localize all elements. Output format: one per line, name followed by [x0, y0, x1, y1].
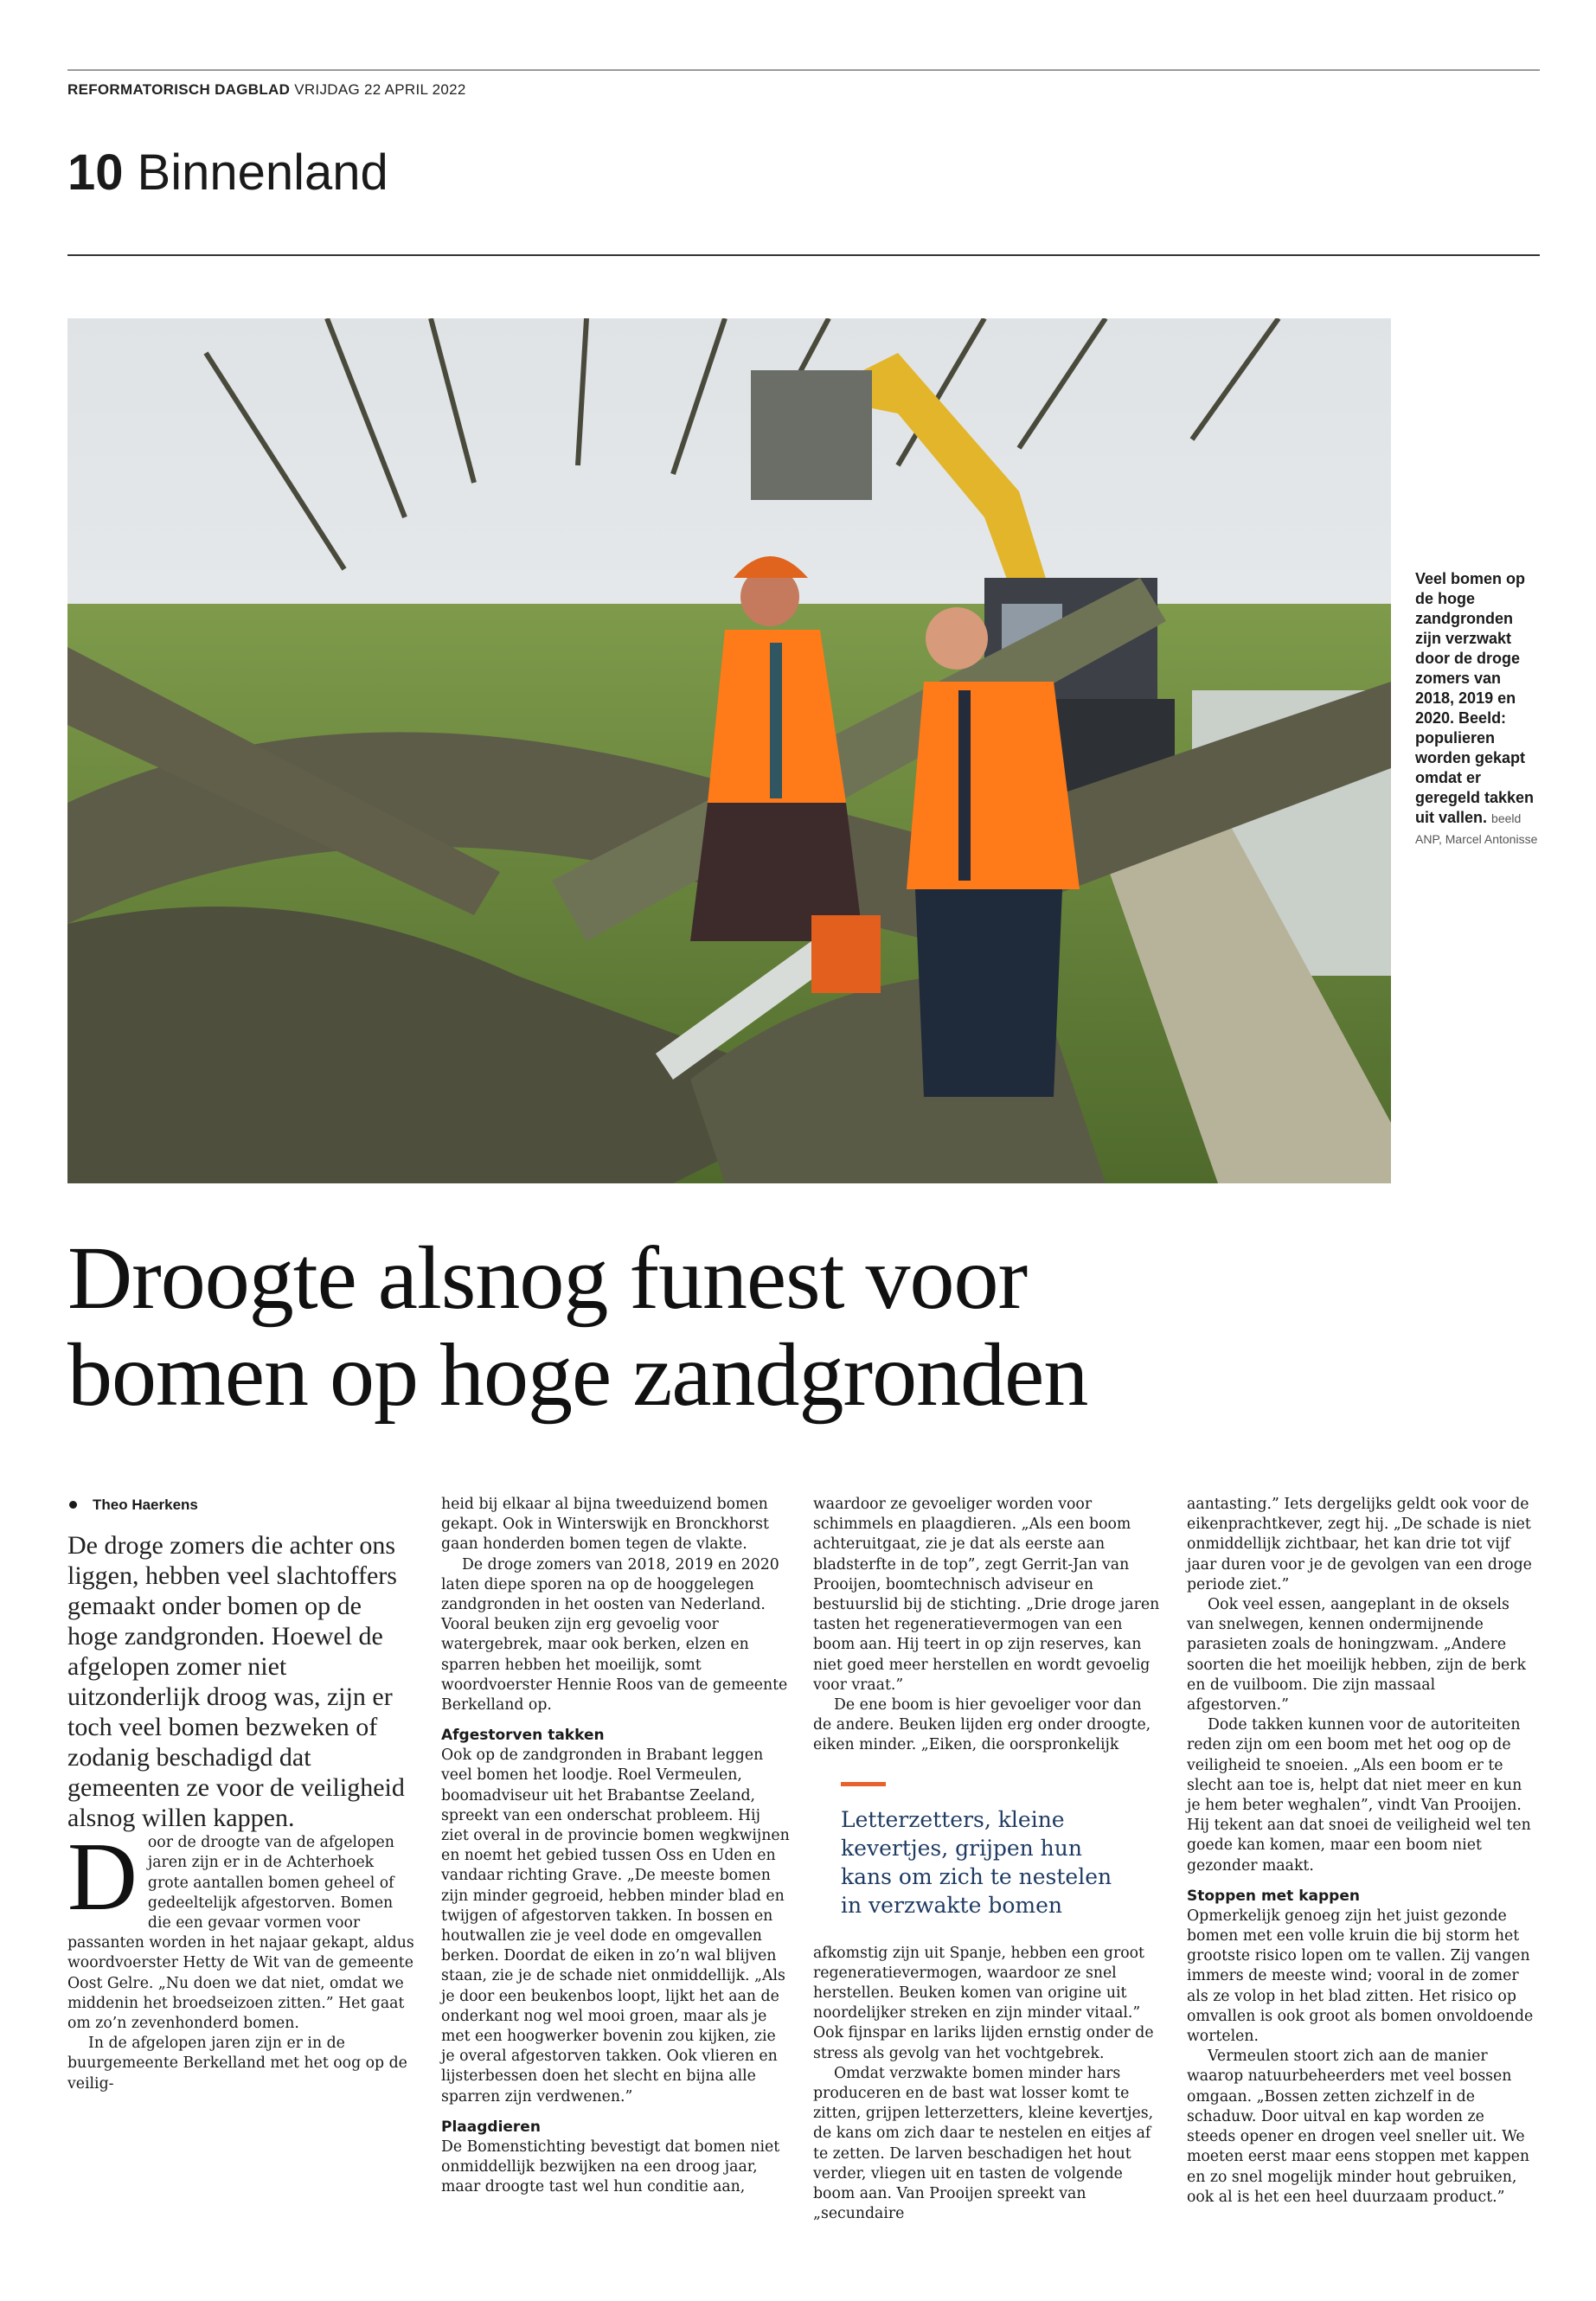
- caption-text: Veel bomen op de hoge zandgronden zijn verzwakt door de droge zomers van 2018, 2019 en 2020. Beeld: populieren worden gekapt omdat er geregeld takken uit vallen.: [1415, 570, 1535, 826]
- article-column-3: [813, 1495, 1163, 2224]
- section-rule: [67, 254, 1540, 256]
- body-paragraph: waardoor ze gevoeliger worden voor schimmels en plaagdieren. „Als een boom achteruitgaat, zie je dat als eerste aan bladsterfte in de top”, zegt Gerrit-Jan van Prooijen, boomtechnisch adviseur en bestuurslid bij de stichting. „Drie droge jaren tasten het regeneratievermogen van een boom aan. Hij teert in op zijn reserves, kan niet goed meer herstellen en wordt gevoelig voor vraat.”: [813, 1496, 1160, 1694]
- photo-illustration: [67, 318, 1391, 1183]
- headline-line-1: Droogte alsnog funest voor: [67, 1228, 1028, 1328]
- byline: [67, 1495, 418, 1515]
- top-rule: [67, 69, 1540, 71]
- body-paragraph: De ene boom is hier gevoeliger voor dan de andere. Beuken lijden erg onder droogte, eiken minder. „Eiken, die oorspronkelijk: [813, 1696, 1151, 1754]
- subheading: Stoppen met kappen: [1187, 1887, 1360, 1905]
- headline-line-2: bomen op hoge zandgronden: [67, 1325, 1088, 1425]
- body-paragraph: Ook veel essen, aangeplant in de oksels van snelwegen, kennen ondermijnende parasieten zoals de honingzwam. „Andere soorten die het moeilijk hebben, zijn de berk en de vuilboom. Die zijn massaal afgestorven.”: [1187, 1596, 1527, 1715]
- body-paragraph: Vermeulen stoort zich aan de manier waarop natuurbeheerders met veel bossen omgaan. „Bossen zetten zichzelf in de schaduw. Door uitval en kap worden ze steeds opener en drogen veel sneller uit. We moeten eerst maar eens stoppen met kappen en zo snel mogelijk minder hout gebruiken, ook al is het een heel duurzaam product.”: [1187, 2048, 1530, 2206]
- pull-quote-text: Letterzetters, kleine kevertjes, grijpen hun kans om zich te nestelen in verzwakte bomen: [841, 1806, 1112, 1918]
- chainsaw-tree-photo: [67, 318, 1391, 1183]
- body-paragraph: De Bomenstichting bevestigt dat bomen niet onmiddellijk bezwijken na een droog jaar, maar droogte tast wel hun conditie aan,: [441, 2138, 780, 2196]
- body-paragraph: Ook op de zandgronden in Brabant leggen veel bomen het loodje. Roel Vermeulen, boomadviseur uit het Brabantse Zeeland, spreekt van een onderschat probleem. Hij ziet overal in de provincie bomen wegkwijnen en noemt het gebied tussen Oss en Uden en vandaar richting Grave. „De meeste bomen zijn minder gegroeid, hebben minder blad en twijgen of afgestorven takken. In bossen en houtwallen zie je veel dode en omgevallen berken. Doordat de eiken in zo’n wal blijven staan, zie je de schade niet onmiddellijk. „Als je door een beukenbos loopt, lijkt het aan de onderkant nog wel mooi groen, maar als je met een hoogwerker bovenin zou kijken, zie je overal afgestorven takken. Ook vlieren en lijsterbessen doen het slecht en bijna alle sparren zijn verdwenen.”: [441, 1747, 790, 2106]
- article-column-1: [67, 1495, 418, 2094]
- body-paragraph: In de afgelopen jaren zijn er in de buurgemeente Berkelland met het oog op de veilig-: [67, 2035, 407, 2093]
- body-paragraph: afkomstig zijn uit Spanje, hebben een groot regeneratievermogen, waardoor ze snel herstellen. Beuken komen van origine uit noordelijker streken en zijn minder vitaal.” Ook fijnspar en lariks lijden ernstig onder de stress als gevolg van het vochtgebrek.: [813, 1944, 1154, 2062]
- body-paragraph: heid bij elkaar al bijna tweeduizend bomen gekapt. Ook in Winterswijk en Bronckhorst gaan honderden bomen tegen de vlakte.: [441, 1496, 769, 1554]
- photo-credit: beeld ANP, Marcel Antonisse: [1415, 811, 1538, 846]
- masthead: [67, 81, 466, 99]
- page-number: 10: [67, 144, 124, 201]
- bullet-icon: [69, 1501, 77, 1509]
- article-column-4: [1187, 1495, 1537, 2208]
- photo-caption: [1415, 569, 1540, 849]
- subheading: Plaagdieren: [441, 2118, 541, 2136]
- intro-paragraph: De droge zomers die achter ons liggen, hebben veel slachtoffers gemaakt onder bomen op de hoge zandgronden. Hoewel de afgelopen zomer niet uitzonderlijk droog was, zijn er toch veel bomen bezweken of zodanig beschadigd dat gemeenten ze voor de veiligheid alsnog willen kappen.: [67, 1531, 405, 1833]
- body-paragraph: Opmerkelijk genoeg zijn het juist gezonde bomen met een volle kruin die bij storm het grootste risico lopen om te vallen. Zij vangen immers de meeste wind; vooral in de zomer als ze volop in het blad zitten. Het risico op omvallen is ook groot als bomen onvoldoende wortelen.: [1187, 1907, 1534, 2046]
- body-paragraph: oor de droogte van de afgelopen jaren zijn er in de Achterhoek grote aantallen bomen geheel of gedeeltelijk afgestorven. Bomen die een gevaar vormen voor passanten worden in het najaar gekapt, aldus woordvoerster Hetty de Wit van de gemeente Oost Gelre. „Nu doen we dat niet, omdat we middenin het broedseizoen zitten.” Het gaat om zo’n zevenhonderd bomen.: [67, 1834, 414, 2033]
- body-paragraph: aantasting.” Iets dergelijks geldt ook voor de eikenprachtkever, zegt hij. „De schade is niet onmiddellijk zichtbaar, het kan drie tot vijf jaar duren voor je de gevolgen van een droge periode ziet.”: [1187, 1496, 1532, 1593]
- section-name: Binnenland: [137, 144, 388, 201]
- body-paragraph: De droge zomers van 2018, 2019 en 2020 laten diepe sporen na op de hooggelegen zandgronden in het oosten van Nederland. Vooral beuken zijn erg gevoelig voor watergebrek, maar ook berken, elzen en sparren hebben het moeilijk, somt woordvoerster Hennie Roos van de gemeente Berkelland op.: [441, 1555, 788, 1715]
- article-column-2: [441, 1495, 792, 2198]
- quote-accent-bar: [841, 1782, 886, 1786]
- pull-quote: [841, 1782, 1135, 1920]
- body-paragraph: Dode takken kunnen voor de autoriteiten reden zijn om een boom met het oog op de veiligheid te snoeien. „Als een boom er te slecht aan toe is, helpt dat niet meer en kun je hem beter weghalen”, vindt Van Prooijen. Hij tekent aan dat snoei de veiligheid wel ten goede kan komen, maar een boom niet gezonder maakt.: [1187, 1716, 1531, 1875]
- dropcap-letter: D: [67, 1823, 138, 1932]
- dropcap-block: [67, 1823, 418, 2094]
- subheading: Afgestorven takken: [441, 1727, 605, 1745]
- headline: [67, 1230, 1365, 1424]
- body-paragraph: Omdat verzwakte bomen minder hars produceren en de bast wat losser komt te zitten, grijpen letterzetters, kleine kevertjes, de kans om zich daar te nestelen en eitjes af te zetten. De larven beschadigen het hout verder, vliegen uit en tasten de volgende boom aan. Van Prooijen spreekt van „secundaire: [813, 2064, 1154, 2223]
- author-name: Theo Haerkens: [93, 1497, 198, 1513]
- section-header: [67, 144, 388, 202]
- paper-name: REFORMATORISCH DAGBLAD: [67, 81, 291, 98]
- issue-date: VRIJDAG 22 APRIL 2022: [294, 81, 466, 98]
